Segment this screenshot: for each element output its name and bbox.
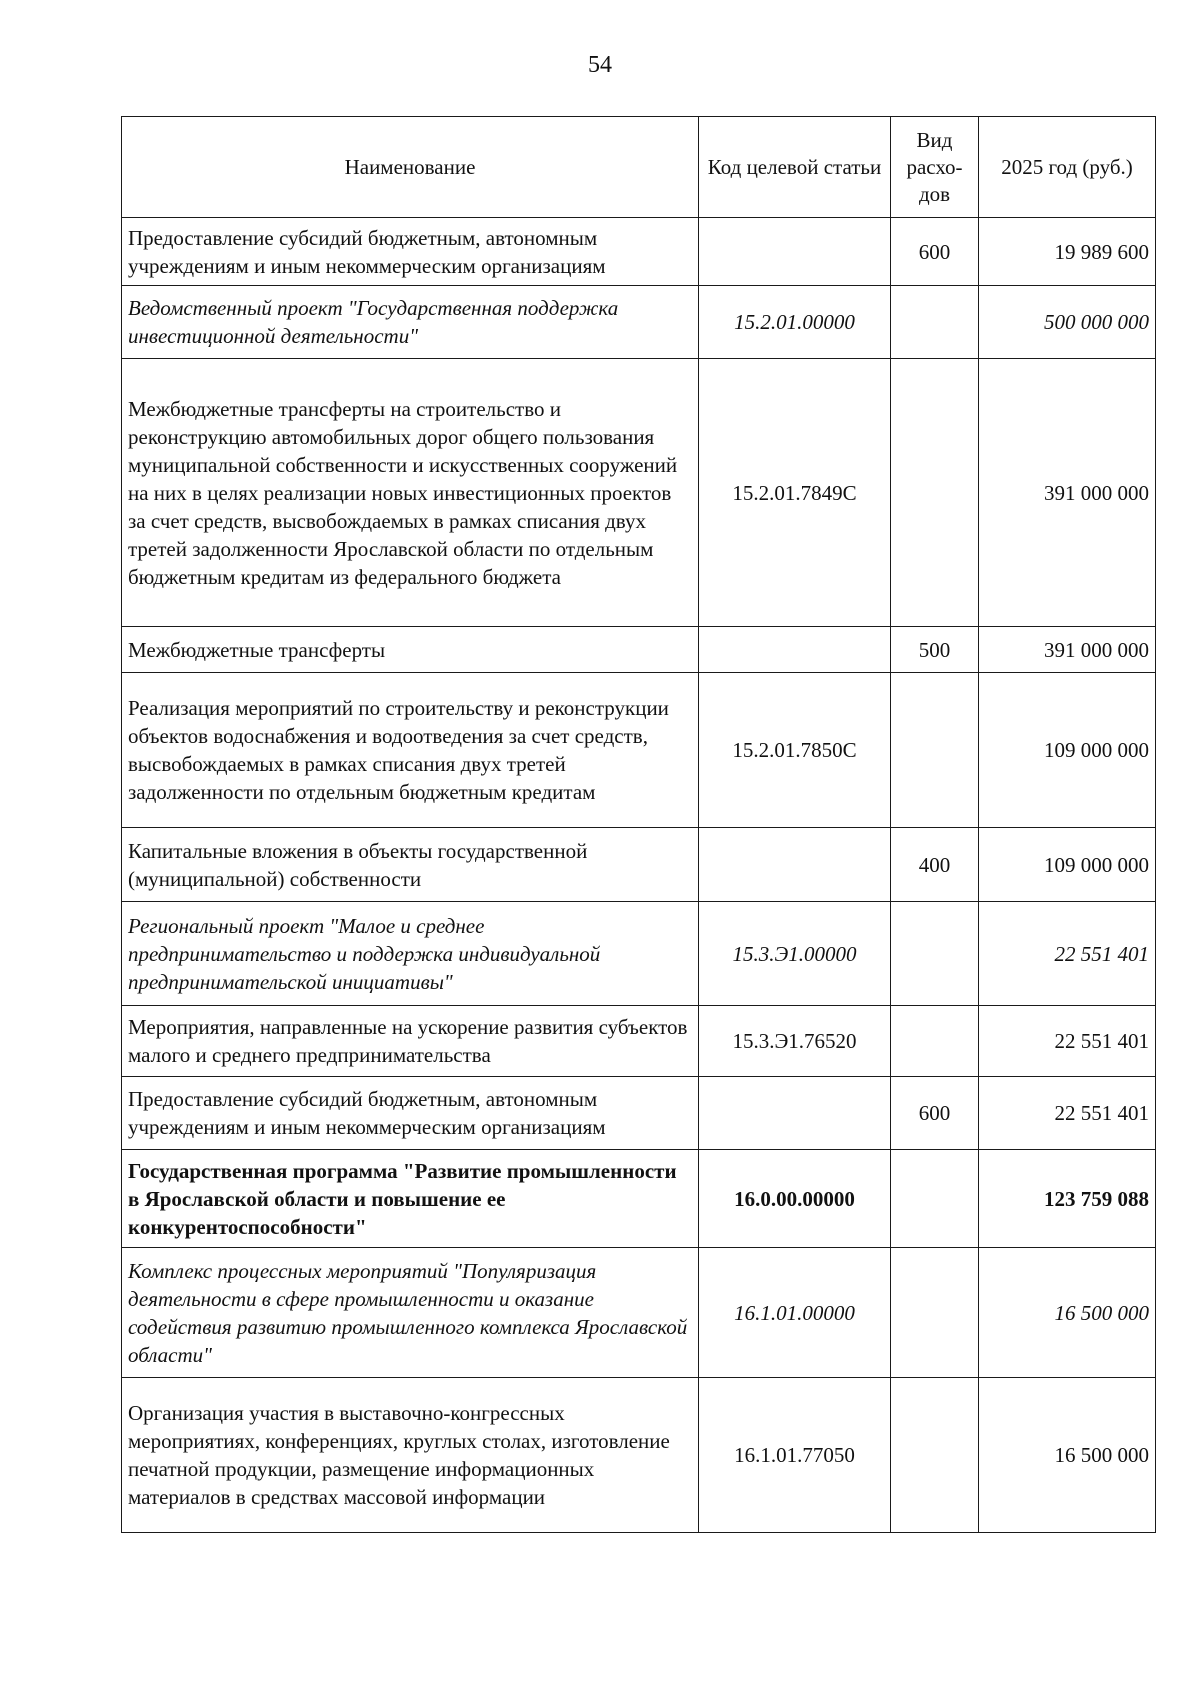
row-code — [699, 218, 891, 286]
header-type: Вид расхо-дов — [891, 117, 979, 218]
row-type — [891, 673, 979, 828]
table-row — [122, 1077, 1156, 1150]
row-type — [891, 1006, 979, 1077]
table-row — [122, 1150, 1156, 1248]
row-code — [699, 828, 891, 902]
row-name: Организация участия в выставочно-конгрессных мероприятиях, конференциях, круглых столах, изготовление печатной продукции, размещение информационных материалов в средствах массовой информации — [122, 1378, 699, 1533]
row-code: 15.3.Э1.00000 — [699, 902, 891, 1006]
row-name: Реализация мероприятий по строительству и реконструкции объектов водоснабжения и водоотведения за счет средств, высвобождаемых в рамках списания двух третей задолженности по отдельным бюджетным кредитам — [122, 673, 699, 828]
row-name: Мероприятия, направленные на ускорение развития субъектов малого и среднего предпринимательства — [122, 1006, 699, 1077]
row-type — [891, 902, 979, 1006]
row-name: Комплекс процессных мероприятий "Популяризация деятельности в сфере промышленности и оказание содействия развитию промышленного комплекса Ярославской области" — [122, 1248, 699, 1378]
row-type: 600 — [891, 218, 979, 286]
row-code: 15.3.Э1.76520 — [699, 1006, 891, 1077]
row-code — [699, 1077, 891, 1150]
row-sum: 123 759 088 — [979, 1150, 1156, 1248]
table-row — [122, 673, 1156, 828]
row-code — [699, 627, 891, 673]
row-type: 500 — [891, 627, 979, 673]
row-name: Региональный проект "Малое и среднее предпринимательство и поддержка индивидуальной предпринимательской инициативы" — [122, 902, 699, 1006]
table-row — [122, 1248, 1156, 1378]
row-sum: 109 000 000 — [979, 673, 1156, 828]
row-name: Предоставление субсидий бюджетным, автономным учреждениям и иным некоммерческим организациям — [122, 1077, 699, 1150]
row-type — [891, 1378, 979, 1533]
row-name: Государственная программа "Развитие промышленности в Ярославской области и повышение ее конкурентоспособности" — [122, 1150, 699, 1248]
table-row — [122, 359, 1156, 627]
row-type: 400 — [891, 828, 979, 902]
row-name: Межбюджетные трансферты на строительство и реконструкцию автомобильных дорог общего пользования муниципальной собственности и искусственных сооружений на них в целях реализации новых инвестиционных проектов за счет средств, высвобождаемых в рамках списания двух третей задолженности Ярославской области по отдельным бюджетным кредитам из федерального бюджета — [122, 359, 699, 627]
row-sum: 391 000 000 — [979, 627, 1156, 673]
row-code: 15.2.01.00000 — [699, 286, 891, 359]
row-sum: 19 989 600 — [979, 218, 1156, 286]
row-sum: 22 551 401 — [979, 902, 1156, 1006]
row-name: Предоставление субсидий бюджетным, автономным учреждениям и иным некоммерческим организациям — [122, 218, 699, 286]
row-sum: 16 500 000 — [979, 1248, 1156, 1378]
row-type — [891, 1248, 979, 1378]
row-sum: 109 000 000 — [979, 828, 1156, 902]
table-row — [122, 218, 1156, 286]
row-type — [891, 1150, 979, 1248]
budget-table — [121, 116, 1156, 1533]
row-sum: 16 500 000 — [979, 1378, 1156, 1533]
table-row — [122, 627, 1156, 673]
row-sum: 22 551 401 — [979, 1006, 1156, 1077]
table-row — [122, 286, 1156, 359]
row-sum: 500 000 000 — [979, 286, 1156, 359]
row-code: 16.0.00.00000 — [699, 1150, 891, 1248]
row-code: 15.2.01.7850С — [699, 673, 891, 828]
row-name: Капитальные вложения в объекты государственной (муниципальной) собственности — [122, 828, 699, 902]
table-row — [122, 1378, 1156, 1533]
row-sum: 391 000 000 — [979, 359, 1156, 627]
table-row — [122, 902, 1156, 1006]
row-type: 600 — [891, 1077, 979, 1150]
row-name: Ведомственный проект "Государственная поддержка инвестиционной деятельности" — [122, 286, 699, 359]
row-sum: 22 551 401 — [979, 1077, 1156, 1150]
row-code: 16.1.01.00000 — [699, 1248, 891, 1378]
page-number: 54 — [588, 52, 612, 78]
row-name: Межбюджетные трансферты — [122, 627, 699, 673]
header-code: Код целевой статьи — [699, 117, 891, 218]
table-row — [122, 1006, 1156, 1077]
table-row — [122, 828, 1156, 902]
row-type — [891, 359, 979, 627]
row-code: 16.1.01.77050 — [699, 1378, 891, 1533]
table-header-row — [122, 117, 1156, 218]
header-sum: 2025 год (руб.) — [979, 117, 1156, 218]
header-name: Наименование — [122, 117, 699, 218]
row-type — [891, 286, 979, 359]
row-code: 15.2.01.7849С — [699, 359, 891, 627]
